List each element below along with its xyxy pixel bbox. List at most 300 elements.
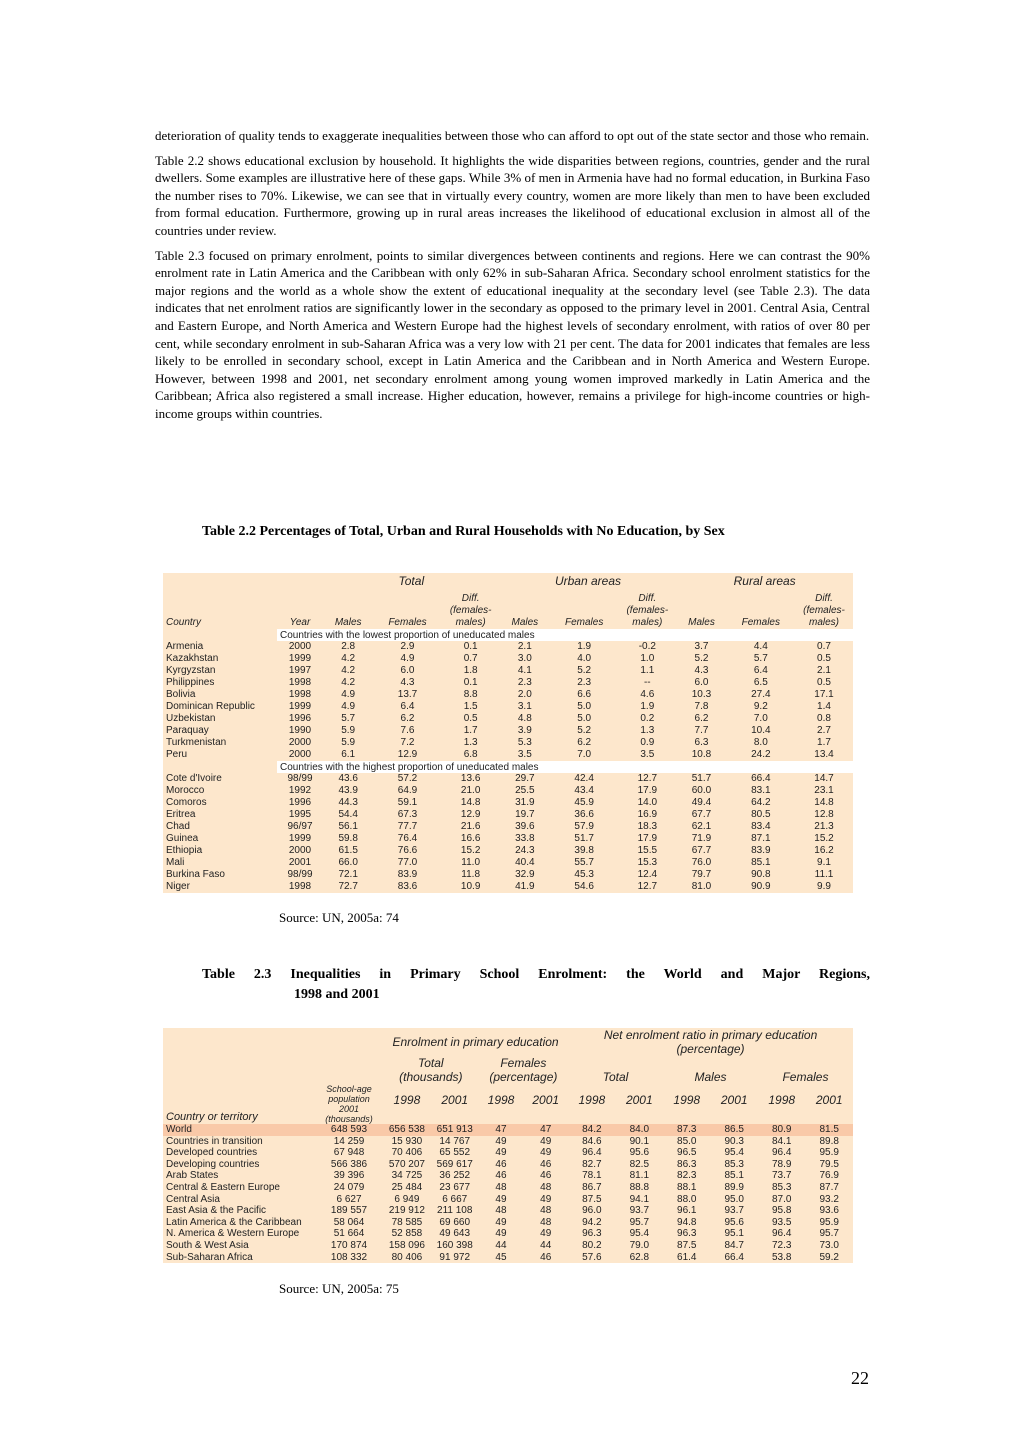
table-row bbox=[163, 1170, 853, 1182]
paragraph-1: deterioration of quality tends to exaggerate inequalities between those who can afford to opt out of the state sector and those who remain. bbox=[155, 128, 870, 143]
cell-value: 24.2 bbox=[751, 749, 771, 760]
cell-value: 80.9 bbox=[758, 1124, 805, 1136]
cell-value: 95.6 bbox=[724, 1216, 744, 1228]
table-2-2-source: Source: UN, 2005a: 74 bbox=[279, 910, 399, 925]
cell-value: 48 bbox=[495, 1205, 507, 1217]
cell-value: 8.0 bbox=[753, 737, 768, 748]
row-label: Kyrgyzstan bbox=[166, 665, 216, 676]
row-label: Sub-Saharan Africa bbox=[166, 1251, 253, 1263]
cell-value: 1.7 bbox=[817, 737, 831, 748]
cell-value: 81.0 bbox=[691, 881, 712, 892]
cell-value: 83.9 bbox=[751, 845, 771, 856]
cell-value: 83.6 bbox=[397, 881, 418, 892]
cell-value: 39.8 bbox=[574, 845, 594, 856]
cell-value: 7.7 bbox=[694, 725, 709, 736]
cell-value: 48 bbox=[540, 1181, 552, 1193]
cell-value: 96.0 bbox=[582, 1205, 602, 1217]
year-2001: 2001 bbox=[815, 1092, 843, 1107]
cell-value: 49 643 bbox=[439, 1228, 471, 1240]
cell-value: 96.4 bbox=[582, 1147, 602, 1159]
cell-value: 1997 bbox=[288, 665, 312, 676]
cell-value: 49 bbox=[495, 1193, 507, 1205]
cell-value: 72.7 bbox=[338, 881, 358, 892]
cell-value: 49 bbox=[540, 1193, 552, 1205]
table-row bbox=[163, 701, 853, 713]
cell-value: 1998 bbox=[288, 689, 312, 700]
table-row bbox=[163, 713, 853, 725]
cell-value: 34 725 bbox=[391, 1170, 423, 1182]
row-label: Morocco bbox=[166, 785, 205, 796]
cell-value: 1.4 bbox=[817, 701, 831, 712]
cell-value: 95.4 bbox=[629, 1228, 650, 1240]
row-label: Countries in transition bbox=[166, 1135, 263, 1147]
cell-value: 85.3 bbox=[771, 1181, 792, 1193]
table-2-3-caption-line2: 1998 and 2001 bbox=[294, 987, 380, 1002]
cell-value: 14 767 bbox=[439, 1135, 471, 1147]
cell-value: 1992 bbox=[288, 785, 312, 796]
cell-value: 3.0 bbox=[517, 653, 532, 664]
cell-value: 4.9 bbox=[341, 701, 356, 712]
cell-value: 64.9 bbox=[397, 785, 418, 796]
cell-value: 5.9 bbox=[341, 737, 356, 748]
cell-value: 211 108 bbox=[437, 1205, 473, 1217]
cell-value: 76.0 bbox=[691, 857, 712, 868]
cell-value: 85.1 bbox=[751, 857, 771, 868]
cell-value: 0.9 bbox=[640, 737, 655, 748]
cell-value: 15 930 bbox=[391, 1135, 423, 1147]
cell-value: 14.8 bbox=[814, 797, 834, 808]
cell-value: 67.7 bbox=[691, 809, 712, 820]
col-country-territory: Country or territory bbox=[166, 1111, 258, 1124]
table-row bbox=[163, 821, 853, 833]
row-label: Developing countries bbox=[166, 1158, 260, 1170]
cell-value: 651 913 bbox=[431, 1124, 479, 1136]
cell-value: 2001 bbox=[288, 857, 312, 868]
cell-value: 6.5 bbox=[753, 677, 768, 688]
cell-value: 94.1 bbox=[629, 1193, 650, 1205]
cell-value: 98/99 bbox=[287, 773, 313, 784]
cell-value: 18.3 bbox=[637, 821, 658, 832]
cell-value: 46 bbox=[495, 1158, 507, 1170]
cell-value: 0.5 bbox=[817, 653, 831, 664]
cell-value: 83.4 bbox=[751, 821, 771, 832]
cell-value: 14.0 bbox=[637, 797, 658, 808]
band-lowest: Countries with the lowest proportion of uneducated males bbox=[277, 629, 853, 641]
cell-value: 47 bbox=[523, 1124, 568, 1136]
row-label: Chad bbox=[166, 821, 190, 832]
cell-value: 85.1 bbox=[724, 1170, 744, 1182]
cell-value: 566 386 bbox=[330, 1158, 368, 1170]
row-label: East Asia & the Pacific bbox=[166, 1205, 267, 1217]
cell-value: 54.4 bbox=[338, 809, 358, 820]
cell-value: 87.0 bbox=[771, 1193, 792, 1205]
cell-value: 93.5 bbox=[771, 1216, 792, 1228]
cell-value: 12.8 bbox=[814, 809, 834, 820]
cell-value: 6.4 bbox=[753, 665, 768, 676]
cell-value: 6.6 bbox=[577, 689, 592, 700]
cell-value: 12.9 bbox=[460, 809, 481, 820]
cell-value: 4.6 bbox=[640, 689, 655, 700]
cell-value: 24 079 bbox=[333, 1181, 365, 1193]
cell-value: 0.2 bbox=[640, 713, 655, 724]
cell-value: 95.8 bbox=[771, 1205, 792, 1217]
cell-value: 87.3 bbox=[663, 1124, 710, 1136]
cell-value: 62.1 bbox=[691, 821, 712, 832]
cell-value: 5.0 bbox=[577, 713, 592, 724]
cell-value: 82.5 bbox=[629, 1158, 650, 1170]
row-label: World bbox=[163, 1124, 315, 1136]
cell-value: 4.2 bbox=[341, 653, 356, 664]
table-row bbox=[163, 1147, 853, 1159]
cell-value: 6.3 bbox=[694, 737, 709, 748]
cell-value: 44 bbox=[495, 1239, 507, 1251]
cell-value: 84.0 bbox=[616, 1124, 663, 1136]
cell-value: 44.3 bbox=[338, 797, 358, 808]
cell-value: 95.6 bbox=[629, 1147, 650, 1159]
row-label: Latin America & the Caribbean bbox=[166, 1216, 302, 1228]
cell-value: 29.7 bbox=[515, 773, 535, 784]
cell-value: 77.7 bbox=[397, 821, 418, 832]
year-2001: 2001 bbox=[532, 1092, 560, 1107]
cell-value: 4.2 bbox=[341, 677, 356, 688]
cell-value: 33.8 bbox=[515, 833, 535, 844]
cell-value: 39 396 bbox=[333, 1170, 365, 1182]
cell-value: 4.3 bbox=[400, 677, 415, 688]
cell-value: 21.6 bbox=[460, 821, 481, 832]
cell-value: 1.0 bbox=[640, 653, 655, 664]
cell-value: 2.1 bbox=[817, 665, 831, 676]
cell-value: 48 bbox=[540, 1216, 552, 1228]
cell-value: 86.7 bbox=[582, 1181, 602, 1193]
cell-value: 84.1 bbox=[771, 1135, 792, 1147]
cell-value: 95.9 bbox=[819, 1147, 839, 1159]
col-total-males: Males bbox=[334, 617, 362, 628]
cell-value: 95.4 bbox=[724, 1147, 744, 1159]
cell-value: 1999 bbox=[288, 701, 312, 712]
cell-value: 25.5 bbox=[515, 785, 535, 796]
cell-value: 87.5 bbox=[582, 1193, 602, 1205]
cell-value: 80.2 bbox=[582, 1239, 602, 1251]
table-row bbox=[163, 1182, 853, 1194]
table-row bbox=[163, 1194, 853, 1206]
cell-value: 2.8 bbox=[341, 641, 356, 652]
school-age-header: School-age population 2001 (thousands) bbox=[325, 1084, 373, 1124]
cell-value: 6.2 bbox=[400, 713, 415, 724]
cell-value: 6 667 bbox=[442, 1193, 468, 1205]
cell-value: 85.3 bbox=[724, 1158, 744, 1170]
cell-value: 95.7 bbox=[629, 1216, 650, 1228]
table-2-3 bbox=[163, 1028, 853, 1263]
cell-value: 77.0 bbox=[397, 857, 418, 868]
females-pct: Females (percentage) bbox=[489, 1056, 558, 1084]
paragraph-3: Table 2.3 focused on primary enrolment, points to similar divergences between continents and regions. Here we can contrast the 90% enrolment rate in Latin America and the Caribbean with only 62% in sub-Saharan Africa. Secondary school enrolment statistics for the major regions and the world as a whole show the extent of educational inequality at the secondary level (see Table 2.3). The data indicates that net enrolment ratios are significantly lower in the secondary as opposed to the primary level in 2001. Central Asia, Central and Eastern Europe, and North America and Western Europe had the highest levels of secondary enrolment, with ratios of over 80 per cent, while secondary enrolment in sub-Saharan Africa was a very low with 21 per cent. The data for 2001 indicates that females are less likely to be enrolled in secondary school, except in Latin America and the Caribbean and in North America and Western Europe. However, between 1998 and 2001, net secondary enrolment among young women improved markedly in Latin America and the Caribbean; Africa also registered a small increase. Higher education, however, remains a privilege for high-income countries or high-income groups within countries. bbox=[155, 247, 870, 421]
cell-value: 6 627 bbox=[336, 1193, 362, 1205]
cell-value: 93.2 bbox=[819, 1193, 839, 1205]
ner-total: Total bbox=[602, 1070, 629, 1084]
col-urban-males: Males bbox=[511, 617, 539, 628]
band-highest: Countries with the highest proportion of uneducated males bbox=[277, 761, 853, 773]
cell-value: 2.7 bbox=[817, 725, 831, 736]
cell-value: 57.2 bbox=[397, 773, 418, 784]
cell-value: 79.7 bbox=[691, 869, 712, 880]
cell-value: 15.3 bbox=[637, 857, 658, 868]
cell-value: 16.2 bbox=[814, 845, 834, 856]
table-row bbox=[163, 737, 853, 749]
cell-value: 10.3 bbox=[691, 689, 712, 700]
cell-value: 61.4 bbox=[677, 1251, 697, 1263]
table-row bbox=[163, 1159, 853, 1171]
row-label: Burkina Faso bbox=[166, 869, 225, 880]
cell-value: 56.1 bbox=[338, 821, 358, 832]
year-1998: 1998 bbox=[393, 1092, 421, 1107]
cell-value: 64.2 bbox=[751, 797, 771, 808]
ner-header: Net enrolment ratio in primary education (percentage) bbox=[603, 1028, 818, 1056]
cell-value: 656 538 bbox=[383, 1124, 431, 1136]
table-row bbox=[163, 725, 853, 737]
row-label: Philippines bbox=[166, 677, 215, 688]
cell-value: 158 096 bbox=[388, 1239, 425, 1251]
cell-value: 44 bbox=[540, 1239, 552, 1251]
cell-value: 43.4 bbox=[574, 785, 594, 796]
cell-value: 88.0 bbox=[677, 1193, 697, 1205]
table-row bbox=[163, 1205, 853, 1217]
cell-value: 73.7 bbox=[771, 1170, 792, 1182]
table-row bbox=[163, 1228, 853, 1240]
cell-value: 49 bbox=[495, 1216, 507, 1228]
row-label: Turkmenistan bbox=[166, 737, 227, 748]
cell-value: 12.9 bbox=[397, 749, 418, 760]
row-label: Comoros bbox=[166, 797, 207, 808]
cell-value: 3.9 bbox=[517, 725, 532, 736]
table-row bbox=[163, 665, 853, 677]
cell-value: 96.1 bbox=[677, 1205, 697, 1217]
table-row bbox=[163, 1217, 853, 1229]
cell-value: 80.5 bbox=[751, 809, 771, 820]
year-2001: 2001 bbox=[625, 1092, 653, 1107]
col-urban-diff: Diff. (females- males) bbox=[626, 593, 669, 628]
col-rural-females: Females bbox=[741, 617, 780, 628]
cell-value: 6.2 bbox=[577, 737, 592, 748]
cell-value: 648 593 bbox=[315, 1124, 383, 1136]
cell-value: 48 bbox=[495, 1181, 507, 1193]
cell-value: 81.5 bbox=[805, 1124, 853, 1136]
cell-value: 15.2 bbox=[814, 833, 834, 844]
row-label: Guinea bbox=[166, 833, 199, 844]
cell-value: 94.8 bbox=[677, 1216, 697, 1228]
table-row bbox=[163, 689, 853, 701]
rows-highest bbox=[163, 773, 853, 893]
table-2-3-caption-line1: Table 2.3 Inequalities in Primary School Enrolment: the World and Major Regions, bbox=[202, 967, 870, 982]
table-row bbox=[163, 833, 853, 845]
table-2-2-caption: Table 2.2 Percentages of Total, Urban and Rural Households with No Education, by Sex bbox=[202, 524, 725, 539]
cell-value: 1995 bbox=[288, 809, 312, 820]
cell-value: 19.7 bbox=[515, 809, 535, 820]
cell-value: 0.5 bbox=[817, 677, 831, 688]
row-label: Cote d'Ivoire bbox=[166, 773, 222, 784]
cell-value: 27.4 bbox=[751, 689, 771, 700]
cell-value: 88.1 bbox=[677, 1181, 697, 1193]
cell-value: 90.1 bbox=[629, 1135, 650, 1147]
row-label: Arab States bbox=[166, 1170, 219, 1182]
cell-value: 49 bbox=[495, 1147, 507, 1159]
cell-value: 84.6 bbox=[582, 1135, 602, 1147]
cell-value: 9.1 bbox=[817, 857, 831, 868]
cell-value: 41.9 bbox=[515, 881, 535, 892]
cell-value: 45 bbox=[495, 1251, 507, 1263]
cell-value: 17.9 bbox=[637, 785, 658, 796]
table-row bbox=[163, 773, 853, 785]
cell-value: 49 bbox=[495, 1228, 507, 1240]
cell-value: 0.7 bbox=[817, 641, 831, 652]
cell-value: 85.0 bbox=[677, 1135, 697, 1147]
cell-value: 47 bbox=[479, 1124, 524, 1136]
cell-value: 98/99 bbox=[287, 869, 313, 880]
cell-value: 24.3 bbox=[515, 845, 535, 856]
year-1998: 1998 bbox=[578, 1092, 606, 1107]
cell-value: 72.1 bbox=[338, 869, 358, 880]
table-row bbox=[163, 869, 853, 881]
cell-value: 12.7 bbox=[637, 773, 658, 784]
cell-value: 55.7 bbox=[574, 857, 594, 868]
cell-value: 6.0 bbox=[694, 677, 709, 688]
cell-value: 76.4 bbox=[397, 833, 418, 844]
cell-value: 81.1 bbox=[629, 1170, 650, 1182]
cell-value: 90.9 bbox=[751, 881, 771, 892]
cell-value: 42.4 bbox=[574, 773, 594, 784]
group-urban: Urban areas bbox=[554, 574, 621, 588]
row-label: Dominican Republic bbox=[166, 701, 255, 712]
cell-value: 1998 bbox=[288, 881, 312, 892]
group-total: Total bbox=[398, 574, 425, 588]
table-row bbox=[163, 1136, 853, 1148]
cell-value: 69 660 bbox=[439, 1216, 471, 1228]
cell-value: 6.4 bbox=[400, 701, 415, 712]
cell-value: 5.7 bbox=[341, 713, 356, 724]
cell-value: 82.7 bbox=[582, 1158, 602, 1170]
cell-value: 40.4 bbox=[515, 857, 535, 868]
cell-value: 82.3 bbox=[677, 1170, 697, 1182]
cell-value: 36 252 bbox=[439, 1170, 471, 1182]
table-row bbox=[163, 677, 853, 689]
cell-value: 46 bbox=[540, 1251, 552, 1263]
cell-value: 95.1 bbox=[724, 1228, 744, 1240]
cell-value: 43.9 bbox=[338, 785, 358, 796]
cell-value: 96/97 bbox=[287, 821, 313, 832]
cell-value: 11.1 bbox=[814, 869, 834, 880]
cell-value: 89.8 bbox=[819, 1135, 839, 1147]
cell-value: 32.9 bbox=[515, 869, 535, 880]
cell-value: 0.8 bbox=[817, 713, 831, 724]
cell-value: 87.7 bbox=[819, 1181, 839, 1193]
cell-value: 90.3 bbox=[724, 1135, 744, 1147]
cell-value: -0.2 bbox=[638, 641, 656, 652]
paragraph-2: Table 2.2 shows educational exclusion by household. It highlights the wide disparities between regions, countries, gender and the rural dwellers. Some examples are illustrative here of these gaps. While 3% of men in Armenia have had no formal education, in Burkina Faso the number rises to 70%. Likewise, we can see that in virtually every country, women are more likely than men to have been excluded from formal education. Furthermore, growing up in rural areas increases the likelihood of educational exclusion in almost all of the countries under review. bbox=[155, 152, 870, 238]
cell-value: 21.0 bbox=[460, 785, 481, 796]
cell-value: 108 332 bbox=[330, 1251, 368, 1263]
cell-value: 61.5 bbox=[338, 845, 358, 856]
cell-value: 0.5 bbox=[463, 713, 478, 724]
cell-value: 1.9 bbox=[640, 701, 655, 712]
cell-value: 66.4 bbox=[751, 773, 771, 784]
cell-value: 1.3 bbox=[463, 737, 478, 748]
rows-lowest bbox=[163, 641, 853, 761]
cell-value: 9.9 bbox=[817, 881, 831, 892]
cell-value: 4.2 bbox=[341, 665, 356, 676]
cell-value: 11.8 bbox=[461, 869, 481, 880]
body-text bbox=[155, 127, 870, 430]
col-total-females: Females bbox=[388, 617, 427, 628]
cell-value: 16.6 bbox=[460, 833, 481, 844]
cell-value: 5.9 bbox=[341, 725, 356, 736]
cell-value: 15.5 bbox=[637, 845, 658, 856]
cell-value: 67.7 bbox=[691, 845, 712, 856]
cell-value: 49 bbox=[495, 1135, 507, 1147]
total-thousands: Total (thousands) bbox=[399, 1056, 463, 1084]
cell-value: 2.3 bbox=[517, 677, 532, 688]
cell-value: 14.8 bbox=[460, 797, 481, 808]
cell-value: 0.7 bbox=[463, 653, 478, 664]
cell-value: 7.6 bbox=[400, 725, 415, 736]
row-label: Bolivia bbox=[166, 689, 196, 700]
table-row bbox=[163, 653, 853, 665]
table-row bbox=[163, 641, 853, 653]
cell-value: 73.0 bbox=[819, 1239, 839, 1251]
row-label: Armenia bbox=[166, 641, 204, 652]
cell-value: 12.4 bbox=[637, 869, 658, 880]
cell-value: 96.5 bbox=[677, 1147, 697, 1159]
cell-value: 72.3 bbox=[771, 1239, 792, 1251]
table-row bbox=[163, 881, 853, 893]
cell-value: 13.7 bbox=[397, 689, 418, 700]
table-row bbox=[163, 1252, 853, 1264]
cell-value: 3.5 bbox=[517, 749, 532, 760]
cell-value: 79.0 bbox=[629, 1239, 650, 1251]
cell-value: 46 bbox=[540, 1158, 552, 1170]
cell-value: 1.9 bbox=[577, 641, 592, 652]
cell-value: 6 949 bbox=[394, 1193, 420, 1205]
cell-value: 45.3 bbox=[574, 869, 594, 880]
cell-value: -- bbox=[643, 677, 651, 688]
row-label: South & West Asia bbox=[166, 1239, 249, 1251]
cell-value: 5.2 bbox=[577, 725, 592, 736]
cell-value: 7.8 bbox=[694, 701, 709, 712]
cell-value: 79.5 bbox=[819, 1158, 839, 1170]
table-2-3-source: Source: UN, 2005a: 75 bbox=[279, 1281, 399, 1296]
cell-value: 4.9 bbox=[400, 653, 415, 664]
cell-value: 6.2 bbox=[694, 713, 709, 724]
cell-value: 1999 bbox=[288, 833, 312, 844]
cell-value: 2000 bbox=[288, 641, 312, 652]
cell-value: 1998 bbox=[288, 677, 312, 688]
cell-value: 1996 bbox=[288, 713, 312, 724]
cell-value: 6.1 bbox=[341, 749, 356, 760]
cell-value: 7.2 bbox=[400, 737, 415, 748]
cell-value: 17.9 bbox=[637, 833, 658, 844]
cell-value: 2.0 bbox=[517, 689, 532, 700]
cell-value: 189 557 bbox=[330, 1205, 368, 1217]
cell-value: 1.7 bbox=[463, 725, 478, 736]
cell-value: 10.8 bbox=[691, 749, 712, 760]
cell-value: 51 664 bbox=[333, 1228, 365, 1240]
cell-value: 1.8 bbox=[463, 665, 478, 676]
row-label: Central & Eastern Europe bbox=[166, 1181, 280, 1193]
cell-value: 5.0 bbox=[577, 701, 592, 712]
table-row bbox=[163, 809, 853, 821]
cell-value: 52 858 bbox=[391, 1228, 423, 1240]
cell-value: 76.9 bbox=[819, 1170, 839, 1182]
cell-value: 4.3 bbox=[694, 665, 709, 676]
cell-value: 49 bbox=[540, 1228, 552, 1240]
